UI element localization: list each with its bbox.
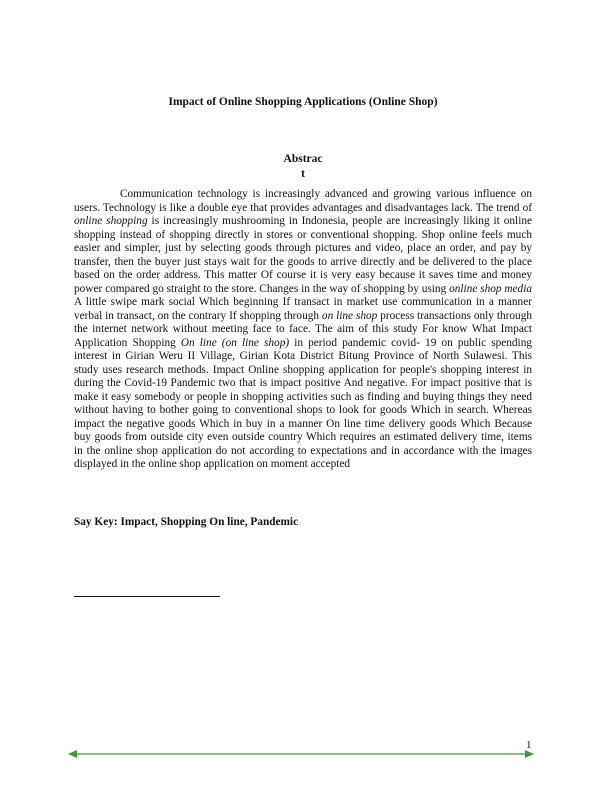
footer-double-arrow-line (68, 748, 534, 760)
abstract-italic-term: online shopping (74, 215, 148, 227)
abstract-heading (253, 152, 353, 182)
page-number: 1 (526, 739, 532, 751)
abstract-italic-term: online shop media (449, 282, 532, 295)
abstract-italic-term: on line shop (321, 309, 378, 322)
document-title: Impact of Online Shopping Applications (Online Shop) (168, 96, 438, 108)
abstract-text-run: Communication technology is increasingly advanced and growing various influence on users. Technology is like a double eye that provides advantages and disadvantages lack. The trend of (74, 188, 532, 214)
footnote-separator (74, 596, 220, 597)
keywords: Say Key: Impact, Shopping On line, Pandemic (74, 516, 299, 528)
abstract-italic-term: On line (on line shop) (180, 336, 290, 349)
abstract-body (74, 188, 532, 472)
abstract-text-run: process transactions only through the internet network without meeting face to face. The aim of this study For know What Impact Application Shopping (74, 309, 532, 349)
abstract-text-run: is increasingly mushrooming in Indonesia, people are increasingly liking it online shopping instead of shopping directly in stores or conventional shopping. Shop online feels much easier and simpler, just by selecting goods through pictures and video, place an order, and pay by transfer, then the buyer just stays wait for the goods to arrive directly and be delivered to the place based on the order address. This matter Of course it is very easy because it saves time and money power compared go straight to the store. Changes in the way of shopping by using (74, 215, 532, 295)
abstract-text-run: in period pandemic covid- 19 on public spending interest in Girian Weru II Village, Girian Kota District Bitung Province of North Sulawesi. This study uses research methods. Impact Online shopping application for people's shopping interest in during the Covid-19 Pandemic two that is impact positive And negative. For impact positive that is make it easy somebody or people in shopping activities such as finding and buying things they need without having to bother going to conventional shops to look for goods Which in search. Whereas impact the negative goods Which in buy in a manner On line time delivery goods Which Because buy goods from outside city even outside country Which requires an estimated delivery time, items in the online shop application do not according to expectations and in accordance with the images displayed in the online shop application on moment accepted (74, 336, 532, 470)
abstract-heading-line-1: Abstrac (283, 153, 323, 165)
abstract-heading-line-2: t (301, 168, 305, 180)
abstract-text-run: A little swipe mark social Which beginning If transact in market use communication in a manner verbal in transact, on the contrary If shopping through (74, 296, 532, 322)
